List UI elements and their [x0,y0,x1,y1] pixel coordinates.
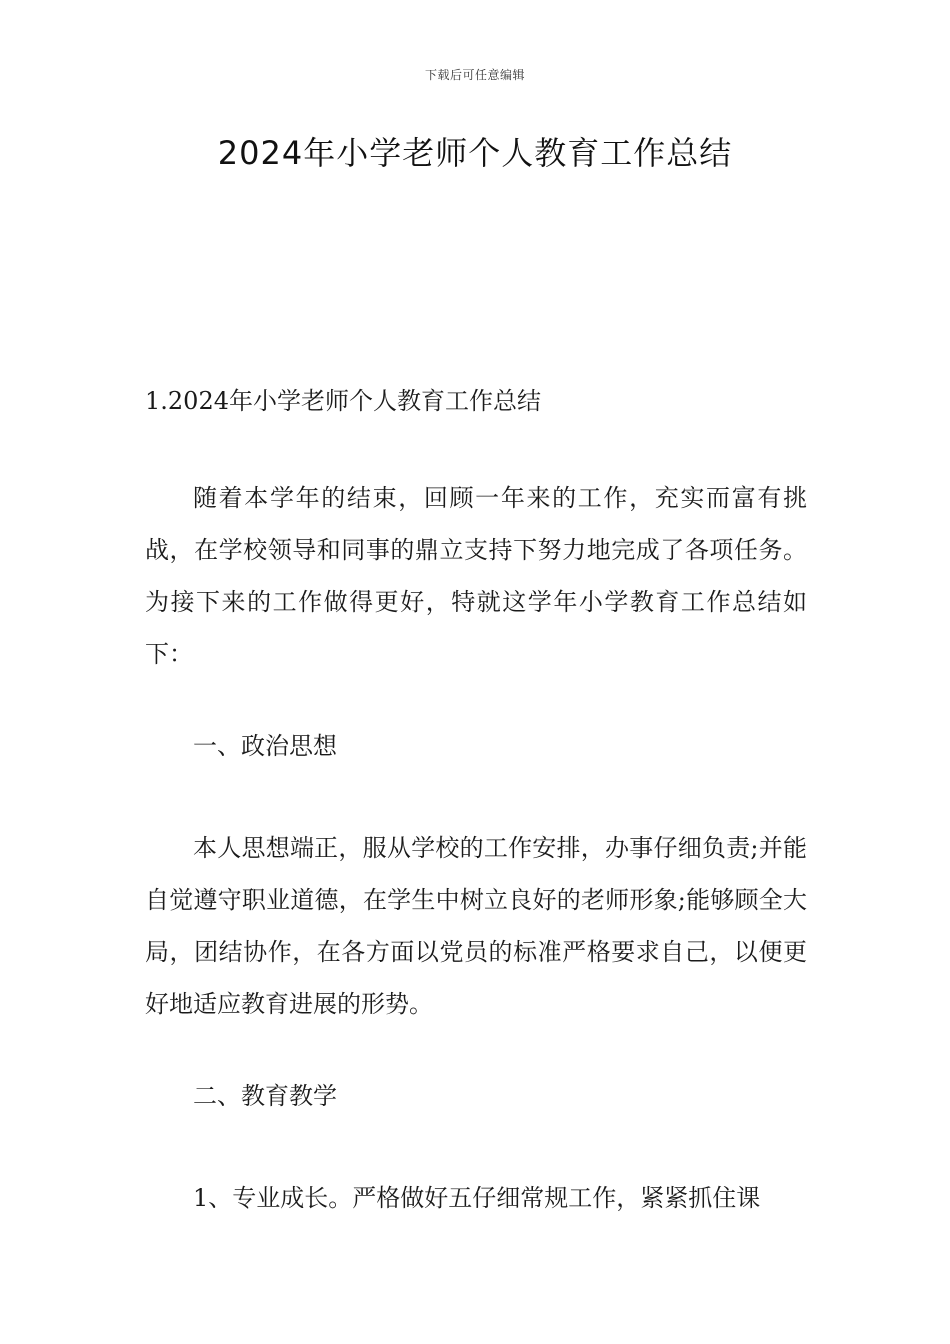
professional-growth-paragraph: 1、专业成长。严格做好五仔细常规工作，紧紧抓住课 [193,1184,761,1212]
document-title: 2024年小学老师个人教育工作总结 [217,134,733,172]
intro-paragraph: 随着本学年的结束，回顾一年来的工作，充实而富有挑战，在学校领导和同事的鼎立支持下努力地完成了各项任务。为接下来的工作做得更好，特就这学年小学教育工作总结如下： [145,484,807,668]
heading-education-teaching: 二、教育教学 [193,1082,337,1110]
header-note: 下载后可任意编辑 [424,68,525,82]
political-thought-paragraph: 本人思想端正，服从学校的工作安排，办事仔细负责;并能自觉遵守职业道德，在学生中树立良好的老师形象;能够顾全大局，团结协作，在各方面以党员的标准严格要求自己，以便更好地适应教育进展的形势。 [145,834,807,1018]
heading-political-thought: 一、政治思想 [193,732,337,760]
section-heading: 1.2024年小学老师个人教育工作总结 [145,387,541,415]
